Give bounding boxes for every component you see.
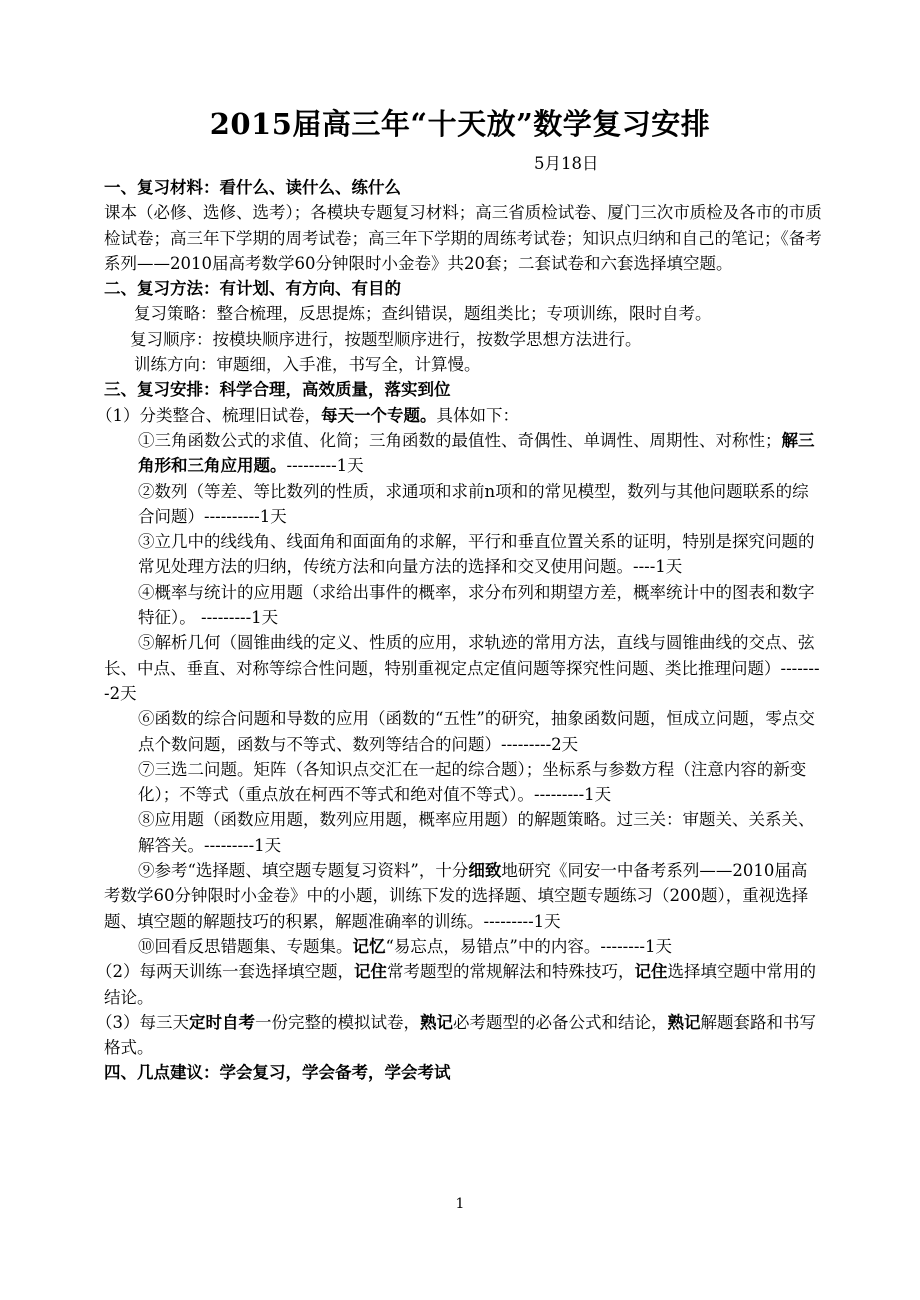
text-run: 常考题型的常规解法和特殊技巧， <box>387 962 635 982</box>
page-title: 2015届高三年“十天放”数学复习安排 <box>209 107 711 141</box>
topic-4: ④概率与统计的应用题（求给出事件的概率，求分布列和期望方差，概率统计中的图表和数字特征）。 ---------1天 <box>138 582 815 628</box>
emphasis-text: 细致 <box>468 861 502 881</box>
topic-1 <box>104 428 822 479</box>
text-run: 必考题型的必备公式和结论， <box>453 1012 668 1032</box>
section-1-body: 课本（必修、选修、选考）；各模块专题复习材料；高三省质检试卷、厦门三次市质检及各市的市质检试卷；高三年下学期的周考试卷；高三年下学期的周练考试卷；知识点归纳和自己的笔记；《备考系列——2010届高考数学60分钟限时小金卷》共20套；二套试卷和六套选择填空题。 <box>104 203 822 273</box>
topic-2: ②数列（等差、等比数列的性质，求通项和求前n项和的常见模型，数列与其他问题联系的综合问题）----------1天 <box>138 481 809 526</box>
topic-7: ⑦三选二问题。矩阵（各知识点交汇在一起的综合题）；坐标系与参数方程（注意内容的新变化）；不等式（重点放在柯西不等式和绝对值不等式）。---------1天 <box>138 759 807 805</box>
section-2-heading: 二、复习方法：有计划、有方向、有目的 <box>104 279 401 299</box>
emphasis-text: 熟记 <box>420 1012 453 1032</box>
topic-8: ⑧应用题（函数应用题，数列应用题，概率应用题）的解题策略。过三关：审题关、关系关、解答关。---------1天 <box>138 810 815 855</box>
emphasis-text: 记住 <box>354 962 387 982</box>
order-line: 复习顺序：按模块顺序进行，按题型顺序进行，按数学思想方法进行。 <box>130 329 642 349</box>
text-run: （3）每三天 <box>96 1012 189 1032</box>
text-run: 选择填空题中常用的结论。 <box>104 962 816 1007</box>
text-run: ⑨参考“选择题、填空题专题复习资料”，十分 <box>138 861 469 881</box>
text-run: （1）分类整合、梳理旧试卷， <box>96 405 321 425</box>
section-4-heading: 四、几点建议：学会复习，学会备考，学会考试 <box>104 1063 451 1083</box>
emphasis-text: 熟记 <box>667 1012 701 1032</box>
document-body <box>96 175 822 1086</box>
text-run: “易忘点，易错点”中的内容。--------1天 <box>385 936 672 956</box>
emphasis-text: 每天一个专题。 <box>321 405 437 425</box>
text-run: 地研究《同安一中备考系列——2010届高考数学60分钟限时小金卷》中的小题，训练下发的选择题、填空题专题练习（200题），重视选择题、填空题的解题技巧的积累，解题准确率的训练。---------1天 <box>104 861 809 931</box>
text-run: 具体如下： <box>436 405 519 425</box>
training-line: 训练方向：审题细，入手准，书写全，计算慢。 <box>134 355 481 375</box>
text-run: （2）每两天训练一套选择填空题， <box>96 962 354 982</box>
topic-5: ⑤解析几何（圆锥曲线的定义、性质的应用，求轨迹的常用方法，直线与圆锥曲线的交点、弦长、中点、垂直、对称等综合性问题，特别重视定点定值问题等探究性问题、类比推理问题）--------2天 <box>104 633 820 703</box>
arrangement-item-3 <box>96 1010 822 1061</box>
topic-3: ③立几中的线线角、线面角和面面角的求解，平行和垂直位置关系的证明，特别是探究问题的常见处理方法的归纳，传统方法和向量方法的选择和交叉使用问题。----1天 <box>138 532 815 577</box>
emphasis-text: 记忆 <box>352 936 386 956</box>
text-run: 一份完整的模拟试卷， <box>255 1012 420 1032</box>
topic-10 <box>104 934 822 959</box>
topic-9 <box>104 858 822 934</box>
text-run: 解题套路和书写格式。 <box>104 1012 816 1058</box>
text-run: ---------1天 <box>286 456 364 476</box>
topic-6: ⑥函数的综合问题和导数的应用（函数的“五性”的研究，抽象函数问题，恒成立问题，零点交点个数问题，函数与不等式、数列等结合的问题）---------2天 <box>138 709 815 754</box>
arrangement-item-2 <box>96 959 822 1010</box>
date-label: 5月18日 <box>534 154 599 173</box>
arrangement-item-1 <box>96 403 822 428</box>
strategy-line: 复习策略：整合梳理，反思提炼；查纠错误，题组类比；专项训练，限时自考。 <box>134 304 712 324</box>
section-3-heading: 三、复习安排：科学合理，高效质量，落实到位 <box>104 380 451 400</box>
emphasis-text: 定时自考 <box>189 1012 255 1032</box>
text-run: ①三角函数公式的求值、化简；三角函数的最值性、奇偶性、单调性、周期性、对称性； <box>138 430 782 450</box>
text-run: ⑩回看反思错题集、专题集。 <box>138 936 353 956</box>
section-1-heading: 一、复习材料：看什么、读什么、练什么 <box>104 178 401 197</box>
page-number: 1 <box>455 1196 465 1212</box>
emphasis-text: 记住 <box>634 962 668 982</box>
emphasis-text: 解三角形和三角应用题。 <box>138 430 815 476</box>
